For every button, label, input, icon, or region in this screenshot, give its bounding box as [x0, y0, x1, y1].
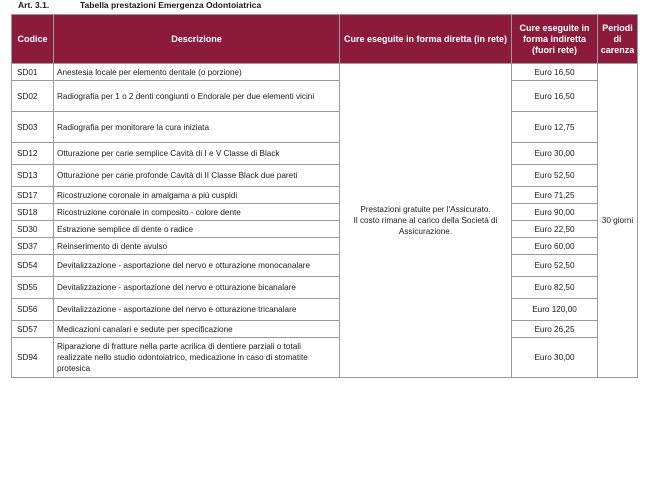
row-code: SD55: [12, 277, 54, 299]
row-code: SD03: [12, 112, 54, 143]
row-price: Euro 16,50: [512, 64, 598, 81]
table-row: [12, 81, 638, 112]
table-row: [12, 299, 638, 321]
row-price: Euro 82,50: [512, 277, 598, 299]
row-price: Euro 71,25: [512, 187, 598, 204]
direct-note-cell: [340, 64, 512, 378]
row-code: SD37: [12, 238, 54, 255]
row-code: SD01: [12, 64, 54, 81]
row-price: Euro 30,00: [512, 143, 598, 165]
header-direct: Cure eseguite in forma diretta (in rete): [340, 15, 512, 64]
row-price: Euro 120,00: [512, 299, 598, 321]
header-code: Codice: [12, 15, 54, 64]
row-price: Euro 90,00: [512, 204, 598, 221]
table-row: [12, 165, 638, 187]
row-code: SD17: [12, 187, 54, 204]
row-code: SD12: [12, 143, 54, 165]
row-description: Otturazione per carie profonde Cavità di II Classe Black due pareti: [54, 165, 340, 187]
row-price: Euro 12,75: [512, 112, 598, 143]
row-code: SD13: [12, 165, 54, 187]
table-row: [12, 238, 638, 255]
row-code: SD57: [12, 321, 54, 338]
table-title: Tabella prestazioni Emergenza Odontoiatrica: [80, 0, 262, 10]
row-description: Reinserimento di dente avulso: [54, 238, 340, 255]
row-price: Euro 16,50: [512, 81, 598, 112]
header-description: Descrizione: [54, 15, 340, 64]
row-description: Anestesia locale per elemento dentale (o porzione): [54, 64, 340, 81]
row-code: SD02: [12, 81, 54, 112]
direct-note-line: Il costo rimane al carico della Società di Assicurazione.: [353, 216, 498, 236]
table-row: [12, 112, 638, 143]
article-number: Art. 3.1.: [18, 0, 50, 10]
row-price: Euro 22,50: [512, 221, 598, 238]
table-row: [12, 277, 638, 299]
row-description: Ricostruzione coronale in composito - colore dente: [54, 204, 340, 221]
row-description: Devitalizzazione - asportazione del nervo e otturazione monocanalare: [54, 255, 340, 277]
row-description: Otturazione per carie semplice Cavità di I e V Classe di Black: [54, 143, 340, 165]
table-row: [12, 187, 638, 204]
row-code: SD18: [12, 204, 54, 221]
row-code: SD94: [12, 338, 54, 378]
row-price: Euro 60,00: [512, 238, 598, 255]
row-description: Estrazione semplice di dente o radice: [54, 221, 340, 238]
table-row: [12, 221, 638, 238]
header-waiting: Periodi di carenza: [598, 15, 638, 64]
row-description: Riparazione di fratture nella parte acrilica di dentiere parziali o totali realizzate nello studio odontoiatrico, medicazione in caso di stomatite protesica: [54, 338, 340, 378]
table-row: [12, 64, 638, 81]
waiting-period-cell: 30 giorni: [598, 64, 638, 378]
row-description: Medicazioni canalari e sedute per specificazione: [54, 321, 340, 338]
row-description: Devitalizzazione - asportazione del nervo e otturazione bicanalare: [54, 277, 340, 299]
row-code: SD54: [12, 255, 54, 277]
table-row: [12, 338, 638, 378]
row-description: Ricostruzione coronale in amalgama a più cuspidi: [54, 187, 340, 204]
table-row: [12, 255, 638, 277]
header-row: [12, 15, 638, 64]
row-price: Euro 30,00: [512, 338, 598, 378]
row-code: SD30: [12, 221, 54, 238]
row-description: Radiografia per monitorare la cura iniziata: [54, 112, 340, 143]
table-row: [12, 143, 638, 165]
table-row: [12, 321, 638, 338]
header-indirect: Cure eseguite in forma indiretta (fuori rete): [512, 15, 598, 64]
row-code: SD56: [12, 299, 54, 321]
row-price: Euro 52,50: [512, 165, 598, 187]
dental-services-table: [11, 14, 638, 378]
table-row: [12, 204, 638, 221]
row-description: Radiografia per 1 o 2 denti congiunti o Endorale per due elementi vicini: [54, 81, 340, 112]
row-description: Devitalizzazione - asportazione del nervo e otturazione tricanalare: [54, 299, 340, 321]
table-caption: [18, 0, 261, 11]
direct-note-line: Prestazioni gratuite per l'Assicurato.: [360, 205, 491, 214]
row-price: Euro 26,25: [512, 321, 598, 338]
row-price: Euro 52,50: [512, 255, 598, 277]
